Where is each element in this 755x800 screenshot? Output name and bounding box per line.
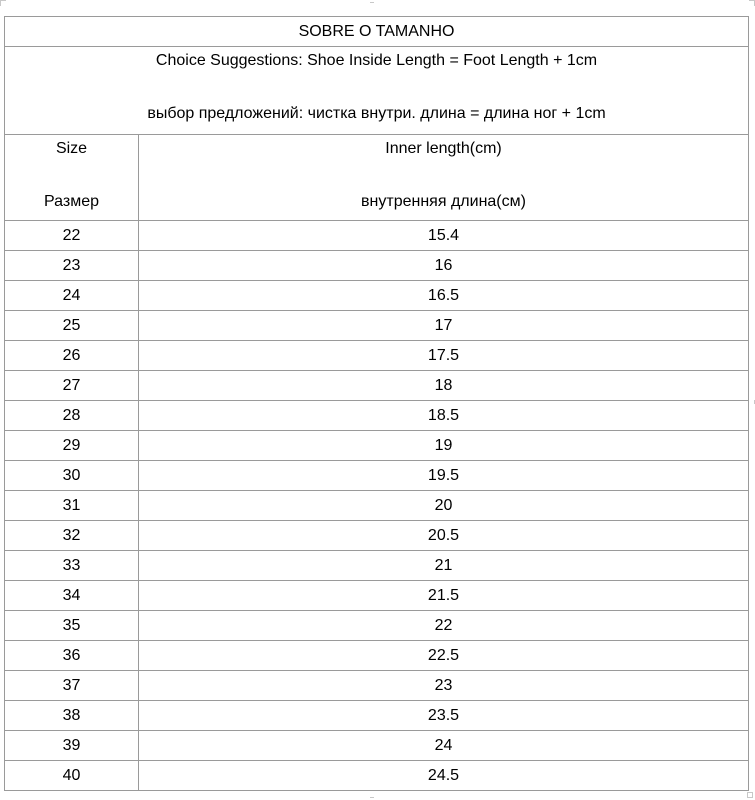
size-cell: 35: [5, 611, 139, 641]
inner-length-cell: 20: [139, 491, 749, 521]
inner-length-cell: 17: [139, 311, 749, 341]
size-cell: 40: [5, 761, 139, 791]
inner-length-cell: 20.5: [139, 521, 749, 551]
size-cell: 24: [5, 281, 139, 311]
size-header: [5, 135, 139, 221]
size-cell: 30: [5, 461, 139, 491]
inner-length-cell: 23.5: [139, 701, 749, 731]
table-row: [5, 551, 749, 581]
corner-mark-top-right: [749, 0, 755, 6]
table-title: SOBRE O TAMANHO: [5, 17, 749, 47]
inner-length-cell: 22: [139, 611, 749, 641]
edge-mark-top: [370, 2, 374, 3]
size-cell: 23: [5, 251, 139, 281]
size-cell: 33: [5, 551, 139, 581]
inner-length-cell: 23: [139, 671, 749, 701]
size-cell: 29: [5, 431, 139, 461]
table-row: [5, 491, 749, 521]
title-row: [5, 17, 749, 47]
suggestion-row: [5, 47, 749, 135]
table-row: [5, 761, 749, 791]
inner-length-cell: 16.5: [139, 281, 749, 311]
header-row: [5, 135, 749, 221]
length-header-english: Inner length(cm): [385, 140, 502, 157]
table-row: [5, 641, 749, 671]
corner-mark-top-left: [0, 0, 6, 6]
inner-length-cell: 17.5: [139, 341, 749, 371]
inner-length-cell: 22.5: [139, 641, 749, 671]
size-cell: 26: [5, 341, 139, 371]
table-row: [5, 311, 749, 341]
size-header-english: Size: [55, 140, 88, 157]
size-cell: 31: [5, 491, 139, 521]
suggestion-russian: выбор предложений: чистка внутри. длина = длина ног + 1cm: [147, 105, 606, 122]
length-header: [139, 135, 749, 221]
table-row: [5, 341, 749, 371]
table-row: [5, 461, 749, 491]
table-row: [5, 731, 749, 761]
size-chart-table: [4, 16, 749, 791]
length-header-russian: внутренняя длина(см): [361, 193, 526, 210]
table-row: [5, 401, 749, 431]
table-row: [5, 701, 749, 731]
inner-length-cell: 21: [139, 551, 749, 581]
size-cell: 34: [5, 581, 139, 611]
size-cell: 39: [5, 731, 139, 761]
table-row: [5, 371, 749, 401]
table-row: [5, 521, 749, 551]
corner-mark-bottom-right: [747, 792, 753, 798]
inner-length-cell: 18: [139, 371, 749, 401]
size-cell: 38: [5, 701, 139, 731]
suggestion-cell: [5, 47, 749, 135]
inner-length-cell: 19: [139, 431, 749, 461]
size-cell: 25: [5, 311, 139, 341]
edge-mark-bottom: [370, 797, 374, 798]
table-row: [5, 671, 749, 701]
inner-length-cell: 24.5: [139, 761, 749, 791]
table-row: [5, 431, 749, 461]
size-cell: 36: [5, 641, 139, 671]
inner-length-cell: 24: [139, 731, 749, 761]
size-cell: 22: [5, 221, 139, 251]
size-cell: 28: [5, 401, 139, 431]
suggestion-english: Choice Suggestions: Shoe Inside Length = Foot Length + 1cm: [155, 52, 598, 69]
table-row: [5, 281, 749, 311]
table-row: [5, 581, 749, 611]
inner-length-cell: 15.4: [139, 221, 749, 251]
size-header-russian: Размер: [44, 193, 99, 210]
table-row: [5, 251, 749, 281]
length-header-spacer: [139, 158, 748, 192]
inner-length-cell: 21.5: [139, 581, 749, 611]
suggestion-spacer: [5, 70, 748, 104]
size-cell: 27: [5, 371, 139, 401]
inner-length-cell: 18.5: [139, 401, 749, 431]
table-row: [5, 611, 749, 641]
table-row: [5, 221, 749, 251]
inner-length-cell: 19.5: [139, 461, 749, 491]
size-header-spacer: [5, 158, 138, 192]
size-cell: 37: [5, 671, 139, 701]
inner-length-cell: 16: [139, 251, 749, 281]
size-cell: 32: [5, 521, 139, 551]
